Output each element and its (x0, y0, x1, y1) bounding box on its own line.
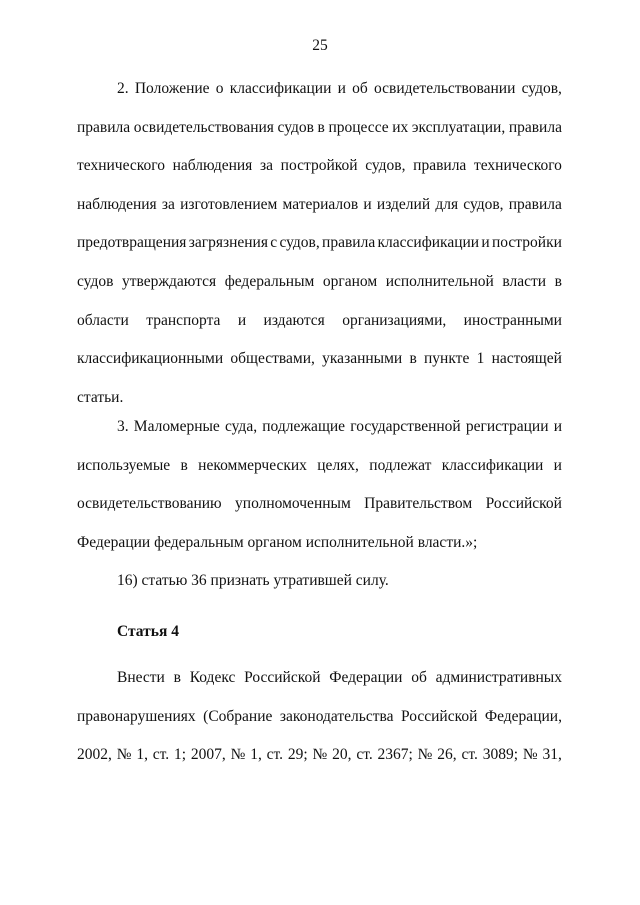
word: организациями, (342, 311, 447, 329)
word: ст. (266, 746, 284, 764)
word: эксплуатации, (411, 118, 506, 136)
word: используемые (77, 456, 171, 474)
word: Федерации (329, 669, 403, 686)
word: 1; (173, 746, 187, 764)
word: регистрации (465, 418, 549, 435)
word: иностранными (463, 311, 562, 329)
article-heading: Статья 4 (117, 623, 179, 640)
word: и (481, 234, 490, 252)
word: 1, (136, 746, 148, 764)
word: и (553, 456, 562, 474)
word: о (215, 80, 224, 97)
word: классификации (441, 456, 544, 474)
word: Внести (117, 669, 165, 686)
word: освидетельствования (133, 118, 274, 136)
word: за (259, 157, 273, 175)
word: для (435, 195, 459, 213)
word: подлежат (369, 456, 432, 474)
word: законодательства (279, 707, 394, 725)
word: с (270, 234, 278, 252)
word: классификации (377, 234, 480, 252)
word: 1, (250, 746, 262, 764)
word: Маломерные (133, 418, 220, 435)
word: постройки (492, 234, 562, 252)
word: уполномоченным (235, 495, 351, 513)
word: (Собрание (203, 707, 273, 725)
word: № (312, 746, 328, 764)
paragraph-line (77, 659, 562, 698)
word: об (411, 669, 427, 686)
word: процессе (328, 118, 389, 136)
word: изделий (376, 195, 431, 213)
word: 3. (117, 418, 129, 435)
word: судов, (521, 80, 562, 97)
paragraph-line (77, 340, 562, 379)
word: федеральным (224, 272, 315, 290)
word: некоммерческих (198, 456, 307, 474)
word: № (417, 746, 433, 764)
word: целях, (317, 456, 359, 474)
word: судов, (279, 234, 320, 252)
word: судов (277, 118, 314, 136)
word: 20, (332, 746, 352, 764)
word: 2007, (190, 746, 226, 764)
word: области (77, 311, 129, 329)
word: 2002, (77, 746, 112, 764)
word: освидетельствованию (77, 495, 222, 513)
word: исполнительной (385, 272, 494, 290)
word: правила (413, 157, 467, 175)
word: освидетельствовании (374, 80, 516, 97)
word: транспорта (146, 311, 221, 329)
word: 3089; (482, 746, 519, 764)
word: Российской (244, 669, 321, 686)
word: 2. (117, 80, 129, 97)
word: 26, (437, 746, 457, 764)
word: судов, (463, 195, 504, 213)
word: настоящей (491, 350, 562, 368)
paragraph-3 (77, 408, 562, 562)
word: органом (322, 272, 378, 290)
paragraph-line (77, 408, 562, 447)
word: № (230, 746, 246, 764)
word: Правительством (364, 495, 473, 513)
word: правонарушениях (77, 707, 196, 725)
word: об (352, 80, 368, 97)
word: административных (435, 669, 562, 686)
word: их (392, 118, 409, 136)
paragraph-line (77, 70, 562, 109)
word: 2367; (377, 746, 413, 764)
paragraph-line (77, 698, 562, 737)
paragraph-line (77, 447, 562, 486)
word: судов, (365, 157, 406, 175)
word: утверждаются (121, 272, 217, 290)
paragraph-article-4 (77, 659, 562, 775)
word: в (317, 118, 325, 136)
word: судов (77, 272, 114, 290)
paragraph-line (77, 263, 562, 302)
paragraph-line: Федерации федеральным органом исполнительной власти.»; (77, 533, 478, 551)
word: ст. (356, 746, 373, 764)
word: Положение (134, 80, 210, 97)
word: ст. (152, 746, 170, 764)
word: в (173, 669, 181, 686)
word: в (409, 350, 417, 368)
word: обществами, (230, 350, 315, 368)
word: подлежащие (262, 418, 346, 435)
paragraph-line (77, 302, 562, 341)
word: правила (508, 195, 562, 213)
word: Кодекс (189, 669, 236, 686)
word: и (363, 195, 372, 213)
word: технического (77, 157, 165, 175)
paragraph-16 (77, 562, 562, 601)
paragraph-line (77, 736, 562, 775)
word: классификационными (77, 350, 224, 368)
word: загрязнения (188, 234, 268, 252)
paragraph-line (77, 485, 562, 524)
paragraph-line: статьи. (77, 388, 124, 406)
word: Российской (485, 495, 562, 513)
word: Федерации, (484, 707, 562, 725)
paragraph-line (77, 109, 562, 148)
word: № (522, 746, 538, 764)
word: власти (502, 272, 547, 290)
word: в (180, 456, 188, 474)
paragraph-2 (77, 70, 562, 417)
word: правила (77, 118, 131, 136)
word: Российской (400, 707, 478, 725)
word: ст. (461, 746, 478, 764)
word: № (116, 746, 132, 764)
word: и (553, 418, 562, 435)
paragraph-line (77, 147, 562, 186)
word: постройкой (280, 157, 358, 175)
word: классификации (229, 80, 332, 97)
word: суда, (224, 418, 258, 435)
word: и (237, 311, 247, 329)
word: издаются (263, 311, 325, 329)
word: 29; (287, 746, 308, 764)
word: в (554, 272, 562, 290)
word: правила (322, 234, 376, 252)
paragraph-line (77, 186, 562, 225)
word: 1 (476, 350, 485, 368)
word: предотвращения (77, 234, 187, 252)
word: технического (473, 157, 562, 175)
word: государственной (350, 418, 461, 435)
word: правила (508, 118, 562, 136)
paragraph-line: 16) статью 36 признать утратившей силу. (117, 572, 389, 589)
word: изготовлением (180, 195, 278, 213)
word: за (161, 195, 175, 213)
word: наблюдения (172, 157, 253, 175)
word: и (337, 80, 346, 97)
paragraph-line (77, 224, 562, 263)
word: пункте (424, 350, 470, 368)
word: 31, (542, 746, 562, 764)
word: материалов (282, 195, 359, 213)
page-number: 25 (312, 37, 328, 54)
word: наблюдения (77, 195, 157, 213)
word: указанными (322, 350, 403, 368)
